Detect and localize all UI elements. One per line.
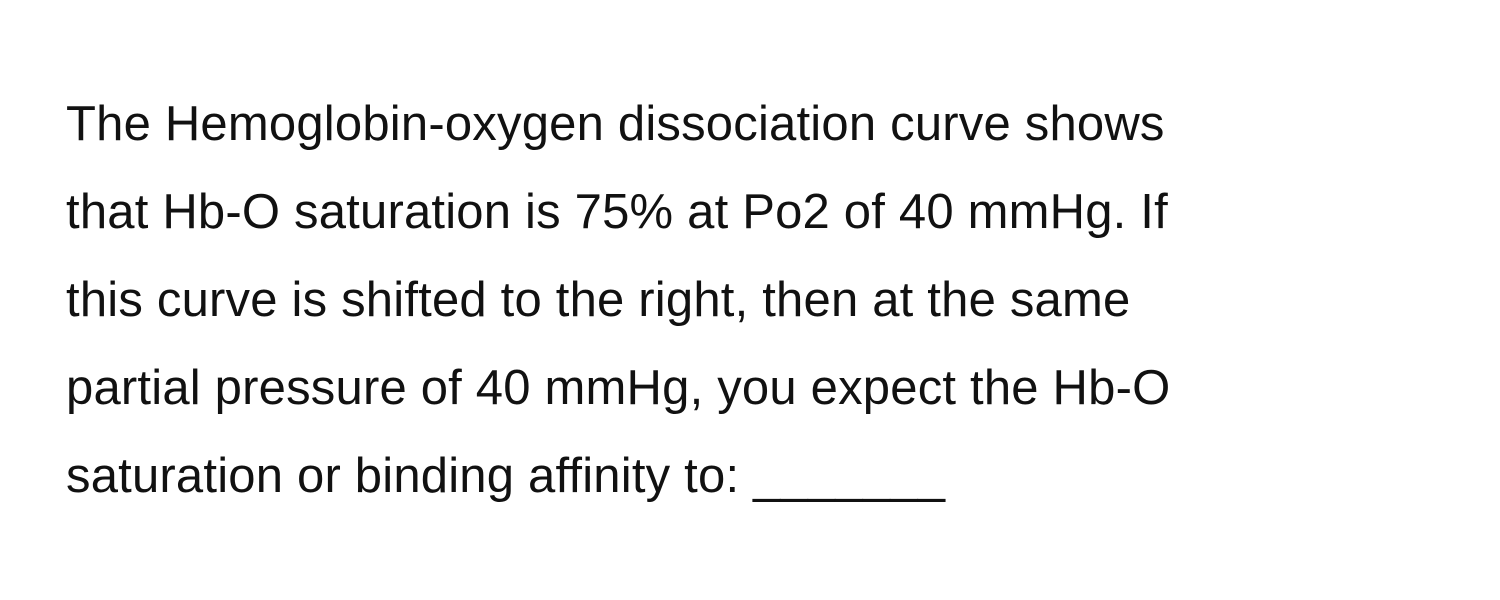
question-line: partial pressure of 40 mmHg, you expect the Hb-O [66, 361, 1171, 415]
question-line: The Hemoglobin-oxygen dissociation curve shows [66, 97, 1165, 151]
question-line: saturation or binding affinity to: _______ [66, 449, 946, 503]
question-text [66, 80, 1456, 520]
question-line: that Hb-O saturation is 75% at Po2 of 40 mmHg. If [66, 185, 1168, 239]
question-line: this curve is shifted to the right, then at the same [66, 273, 1131, 327]
